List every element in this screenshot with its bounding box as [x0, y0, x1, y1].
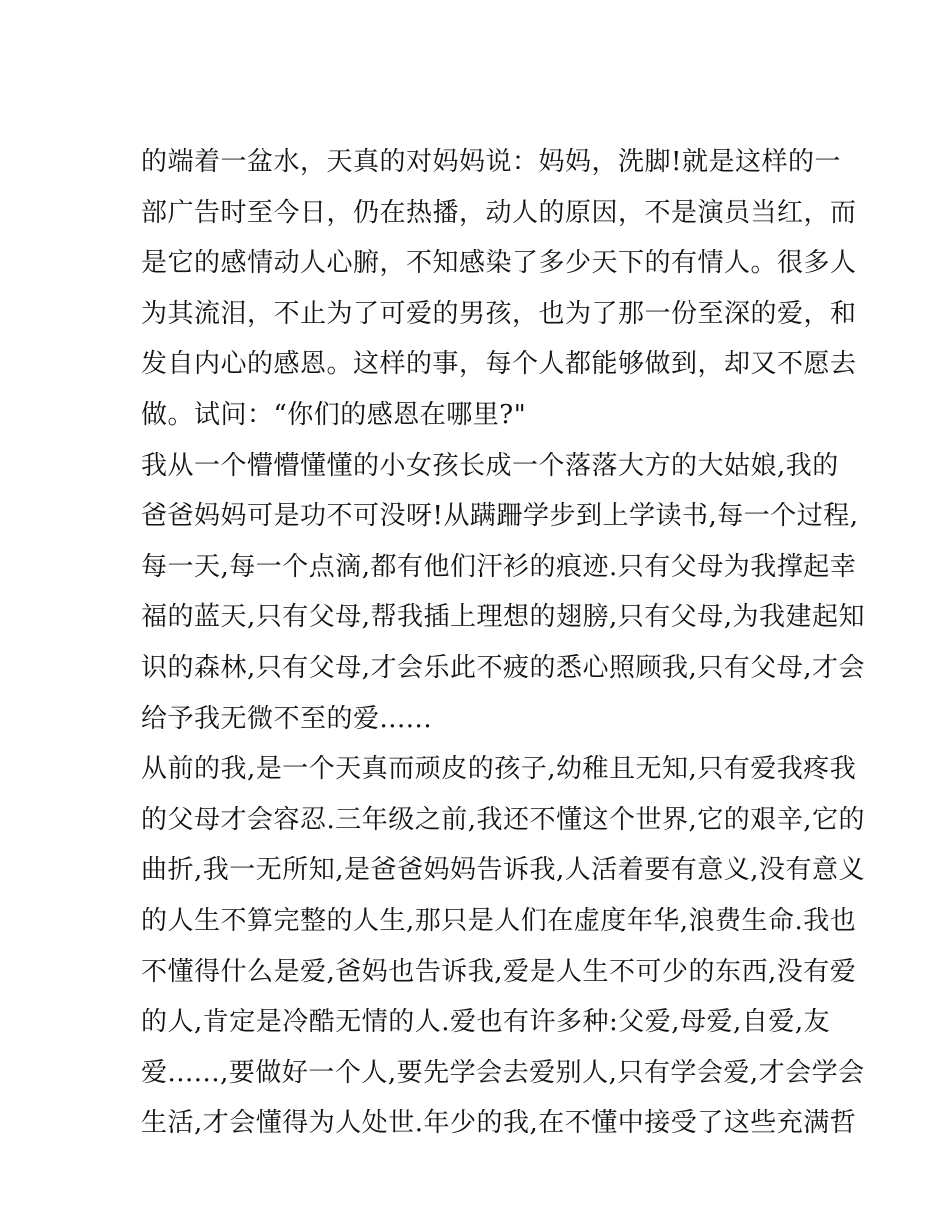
text-line: 爸爸妈妈可是功不可没呀!从蹒跚学步到上学读书,每一个过程,: [141, 501, 859, 532]
text-line: 我从一个懵懵懂懂的小女孩长成一个落落大方的大姑娘,我的: [141, 450, 839, 481]
text-line: 的人,肯定是冷酷无情的人.爱也有许多种:父爱,母爱,自爱,友: [141, 1007, 831, 1038]
text-line: 给予我无微不至的爱......: [141, 703, 433, 734]
text-line: 的父母才会容忍.三年级之前,我还不懂这个世界,它的艰辛,它的: [141, 804, 866, 835]
text-line: 从前的我,是一个天真而顽皮的孩子,幼稚且无知,只有爱我疼我: [141, 754, 857, 785]
text-line: 曲折,我一无所知,是爸爸妈妈告诉我,人活着要有意义,没有意义: [141, 855, 866, 886]
text-line: 做。试问：“你们的感恩在哪里?": [141, 399, 527, 430]
body-text: [141, 137, 866, 1149]
text-line: 福的蓝天,只有父母,帮我插上理想的翅膀,只有父母,为我建起知: [141, 602, 866, 633]
text-line: 每一天,每一个点滴,都有他们汗衫的痕迹.只有父母为我撑起幸: [141, 551, 857, 582]
text-line: 的端着一盆水，天真的对妈妈说：妈妈，洗脚!就是这样的一: [141, 147, 841, 177]
text-line: 发自内心的感恩。这样的事，每个人都能够做到，却又不愿去: [141, 349, 857, 380]
text-line: 为其流泪，不止为了可爱的男孩，也为了那一份至深的爱，和: [141, 298, 857, 329]
text-line: 生活,才会懂得为人处世.年少的我,在不懂中接受了这些充满哲: [141, 1108, 857, 1139]
text-line: 部广告时至今日，仍在热播，动人的原因，不是演员当红，而: [141, 197, 857, 228]
text-line: 爱......,要做好一个人,要先学会去爱别人,只有学会爱,才会学会: [141, 1057, 865, 1088]
text-line: 是它的感情动人心腑，不知感染了多少天下的有情人。很多人: [141, 248, 857, 279]
text-line: 不懂得什么是爱,爸妈也告诉我,爱是人生不可少的东西,没有爱: [141, 956, 857, 987]
text-line: 的人生不算完整的人生,那只是人们在虚度年华,浪费生命.我也: [141, 905, 857, 936]
text-line: 识的森林,只有父母,才会乐此不疲的悉心照顾我,只有父母,才会: [141, 652, 866, 683]
